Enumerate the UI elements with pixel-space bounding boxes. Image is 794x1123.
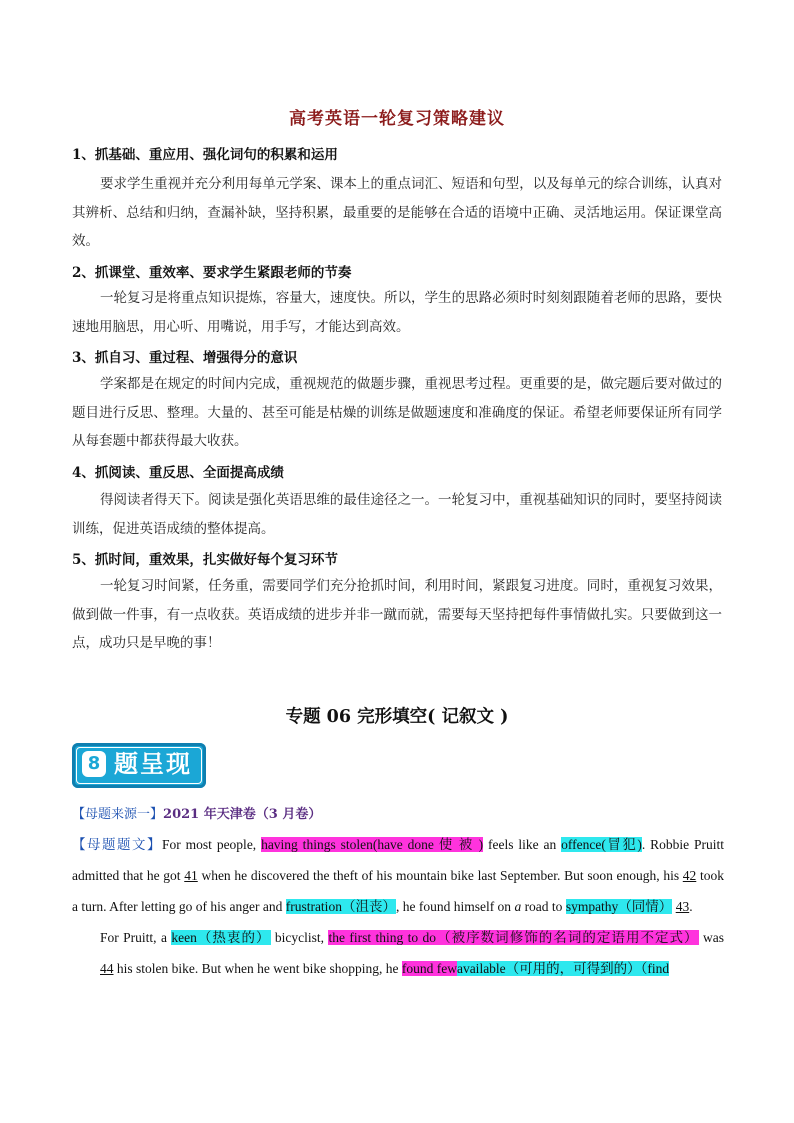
highlight-keen: keen（热衷的） [171, 930, 271, 945]
passage-text: his stolen bike. But when he went bike shopping, he [113, 961, 402, 976]
passage-paragraph-2 [72, 922, 724, 984]
source-label: 母题来源一 [85, 807, 151, 822]
badge-label: 题呈现 [114, 750, 192, 778]
source-bracket-close: 】 [150, 807, 164, 822]
section-5-heading: 5、抓时间，重效果，扎实做好每个复习环节 [72, 552, 338, 568]
passage-text-italic: a [514, 899, 522, 914]
blank-43: 43 [675, 899, 690, 914]
blank-44: 44 [100, 961, 114, 976]
section-3-text: 学案都是在规定的时间内完成，重视规范的做题步骤，重视思考过程。更重要的是，做完题后要对做过的题目进行反思、整理。大量的、甚至可能是枯燥的训练是做题速度和准确度的保证。希望老师要保证所有同学从每套题中都获得最大收获。 [72, 376, 722, 449]
topic-title: 专题 06 完形填空( 记叙文 ) [285, 707, 509, 727]
blank-42: 42 [682, 868, 697, 883]
passage-text: was [698, 930, 724, 945]
passage-text: . Robbie Pruitt admitted that he got [72, 837, 724, 883]
source-year: 2021 年天津卷（3 月卷） [163, 807, 322, 822]
badge-number-icon: 8 [82, 751, 106, 777]
highlight-frustration: frustration（沮丧） [285, 899, 396, 914]
section-2-text: 一轮复习是将重点知识提炼，容量大，速度快。所以，学生的思路必须时时刻刻跟随着老师的思路，要快速地用脑思，用心听、用嘴说，用手写，才能达到高效。 [72, 290, 722, 335]
source-line [72, 803, 321, 822]
section-1-text: 要求学生重视并充分利用每单元学案、课本上的重点词汇、短语和句型，以及每单元的综合训练，认真对其辨析、总结和归纳，查漏补缺，坚持积累，最重要的是能够在合适的语境中正确、灵活地运用。保证课堂高效。 [72, 176, 722, 249]
question-badge [72, 743, 206, 788]
highlight-sympathy: sympathy（同情） [565, 899, 673, 914]
passage-text: when he discovered the theft of his mountain bike last September. But soon enough, his [197, 868, 683, 883]
passage-text: bicyclist, [270, 930, 329, 945]
section-3-heading: 3、抓自习、重过程、增强得分的意识 [72, 350, 298, 366]
highlight-having-things-stolen: having things stolen(have done 使 被 ) [261, 837, 484, 852]
passage-label: 【母题题文】 [72, 837, 163, 852]
passage-paragraph-1 [72, 829, 724, 922]
passage-text: road to [521, 899, 566, 914]
passage-text: , he found himself on [395, 899, 515, 914]
section-4-text: 得阅读者得天下。阅读是强化英语思维的最佳途径之一。一轮复习中，重视基础知识的同时，要坚持阅读训练，促进英语成绩的整体提高。 [72, 492, 722, 537]
highlight-offence: offence(冒犯) [561, 837, 642, 852]
page-title: 高考英语一轮复习策略建议 [289, 109, 505, 129]
section-5-text: 一轮复习时间紧，任务重，需要同学们充分抢抓时间，利用时间，紧跟复习进度。同时，重视复习效果，做到做一件事，有一点收获。英语成绩的进步并非一蹴而就，需要每天坚持把每件事情做扎实。只要做到这一点，成功只是早晚的事！ [72, 578, 722, 651]
passage-text: . [689, 899, 693, 914]
section-4-heading: 4、抓阅读、重反思、全面提高成绩 [72, 465, 284, 481]
source-bracket-open: 【 [72, 807, 86, 822]
highlight-first-thing-to-do: the first thing to do（被序数词修饰的名词的定语用不定式） [328, 930, 699, 945]
passage-text: took a turn. After letting go of his anger and [72, 868, 724, 914]
passage-text: For most people, [162, 837, 262, 852]
highlight-found-few: found few [401, 961, 457, 976]
highlight-available: available（可用的，可得到的）（find [456, 961, 670, 976]
section-1-heading: 1、抓基础、重应用、强化词句的积累和运用 [72, 147, 338, 163]
section-2-heading: 2、抓课堂、重效率、要求学生紧跟老师的节奏 [72, 265, 352, 281]
passage-text: feels like an [483, 837, 562, 852]
passage-text: For Pruitt, a [100, 930, 172, 945]
cloze-passage [72, 829, 724, 984]
blank-41: 41 [184, 868, 198, 883]
